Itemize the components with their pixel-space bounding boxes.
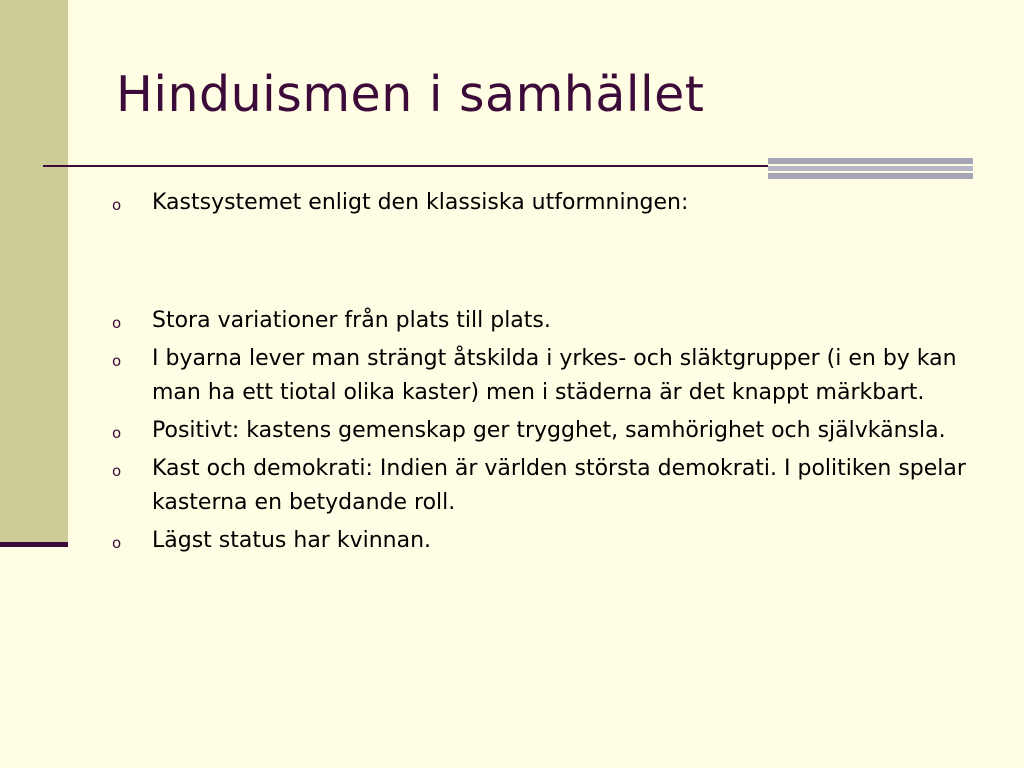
bullet-marker-icon: o [112,534,122,552]
side-band-underline [0,542,68,547]
bullet-list [112,186,972,562]
bullet-marker-icon: o [112,196,122,214]
bullet-marker-icon: o [112,352,122,370]
slide-title: Hinduismen i samhället [116,66,705,123]
bullet-text: Kast och demokrati: Indien är världen största demokrati. I politiken spelar kasterna en betydande roll. [152,456,966,515]
bullet-item [112,304,972,338]
title-divider-line [43,165,768,167]
bullet-marker-icon: o [112,462,122,480]
bullet-text: Positivt: kastens gemenskap ger trygghet, samhörighet och självkänsla. [152,418,946,443]
bullet-marker-icon: o [112,314,122,332]
bullet-item [112,342,972,410]
bullet-text: Stora variationer från plats till plats. [152,308,551,333]
side-band-decoration [0,0,68,542]
bullet-item [112,452,972,520]
bullet-text: Kastsystemet enligt den klassiska utformningen: [152,190,689,215]
bullet-text: Lägst status har kvinnan. [152,528,432,553]
bullet-item [112,186,972,220]
title-divider-accent [768,158,973,179]
bullet-text: I byarna lever man strängt åtskilda i yrkes- och släktgrupper (i en by kan man ha ett tiotal olika kaster) men i städerna är det knappt märkbart. [152,346,957,405]
bullet-marker-icon: o [112,424,122,442]
bullet-item [112,414,972,448]
bullet-item [112,524,972,558]
